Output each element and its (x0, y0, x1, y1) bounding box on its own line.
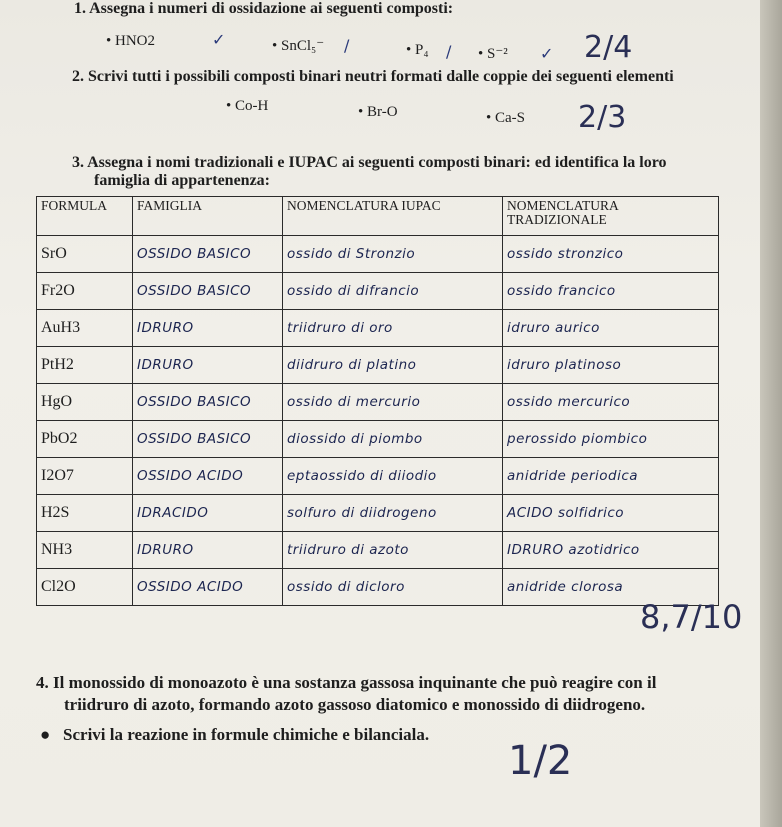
cell-iupac: eptaossido di diiodio (283, 458, 503, 495)
slash-mark-icon: / (446, 42, 452, 61)
cell-formula: AuH3 (37, 310, 133, 347)
q1-item-p4: • P₄ (406, 42, 429, 59)
cell-iupac: ossido di dicloro (283, 569, 503, 606)
cell-iupac: diossido di piombo (283, 421, 503, 458)
table-row (37, 384, 719, 421)
cell-tradizionale: ACIDO solfidrico (503, 495, 719, 532)
q2-grade: 2/3 (578, 100, 627, 135)
table-row (37, 421, 719, 458)
cell-famiglia: OSSIDO BASICO (133, 273, 283, 310)
cell-famiglia: IDRURO (133, 310, 283, 347)
cell-tradizionale: ossido francico (503, 273, 719, 310)
q1-item-s2: • S⁻² (478, 44, 508, 63)
bullet-icon: ● (40, 725, 64, 744)
q4-bullet-text: Scrivi la reazione in formule chimiche e bilanciala. (63, 725, 430, 744)
header-tradizionale (503, 197, 719, 236)
cell-iupac: ossido di Stronzio (283, 236, 503, 273)
cell-formula: Cl2O (37, 569, 133, 606)
q1-item-hno2: • HNO2 (106, 33, 155, 50)
cell-formula: I2O7 (37, 458, 133, 495)
q4-line2: triidruro di azoto, formando azoto gassoso diatomico e monossido di diidrogeno. (64, 695, 646, 714)
q2-title: 2. Scrivi tutti i possibili composti binari neutri formati dalle coppie dei seguenti elementi (72, 68, 674, 85)
table-header-row (37, 197, 719, 236)
q1-title: 1. Assegna i numeri di ossidazione ai seguenti composti: (74, 0, 454, 17)
table-row (37, 273, 719, 310)
cell-famiglia: OSSIDO BASICO (133, 421, 283, 458)
cell-iupac: diidruro di platino (283, 347, 503, 384)
check-mark-icon: ✓ (212, 30, 226, 49)
q4-grade: 1/2 (508, 738, 573, 784)
cell-iupac: triidruro di azoto (283, 532, 503, 569)
cell-famiglia: IDRURO (133, 347, 283, 384)
cell-tradizionale: perossido piombico (503, 421, 719, 458)
cell-tradizionale: ossido stronzico (503, 236, 719, 273)
cell-famiglia: OSSIDO ACIDO (133, 569, 283, 606)
q2-item-ca-s: • Ca-S (486, 110, 525, 127)
q2-item-br-o: • Br-O (358, 104, 398, 121)
cell-tradizionale: anidride clorosa (503, 569, 719, 606)
slash-mark-icon: / (344, 36, 350, 55)
q1-item-sncl5: • SnCl₅⁻ (272, 36, 324, 55)
nomenclature-table (36, 196, 719, 606)
cell-famiglia: OSSIDO ACIDO (133, 458, 283, 495)
table-row (37, 495, 719, 532)
page-edge (760, 0, 782, 827)
cell-formula: Fr2O (37, 273, 133, 310)
cell-formula: HgO (37, 384, 133, 421)
header-formula: FORMULA (37, 197, 133, 236)
cell-tradizionale: idruro aurico (503, 310, 719, 347)
cell-famiglia: OSSIDO BASICO (133, 384, 283, 421)
q3-grade: 8,7/10 (640, 598, 743, 636)
cell-formula: PbO2 (37, 421, 133, 458)
cell-famiglia: IDRACIDO (133, 495, 283, 532)
q4-line1: 4. Il monossido di monoazoto è una sostanza gassosa inquinante che può reagire con il (36, 673, 657, 692)
q3-title-line2: famiglia di appartenenza: (94, 172, 270, 189)
cell-iupac: ossido di mercurio (283, 384, 503, 421)
cell-formula: SrO (37, 236, 133, 273)
cell-iupac: triidruro di oro (283, 310, 503, 347)
cell-tradizionale: anidride periodica (503, 458, 719, 495)
header-trad-line1: NOMENCLATURA (507, 198, 619, 213)
table-row (37, 458, 719, 495)
cell-formula: PtH2 (37, 347, 133, 384)
table-row (37, 347, 719, 384)
header-trad-line2: TRADIZIONALE (507, 212, 607, 227)
cell-iupac: ossido di difrancio (283, 273, 503, 310)
cell-famiglia: OSSIDO BASICO (133, 236, 283, 273)
q2-item-co-h: • Co-H (226, 98, 268, 115)
header-iupac: NOMENCLATURA IUPAC (283, 197, 503, 236)
table-row (37, 236, 719, 273)
cell-formula: NH3 (37, 532, 133, 569)
cell-famiglia: IDRURO (133, 532, 283, 569)
cell-tradizionale: ossido mercurico (503, 384, 719, 421)
cell-tradizionale: IDRURO azotidrico (503, 532, 719, 569)
table-row (37, 532, 719, 569)
q3-title-line1: 3. Assegna i nomi tradizionali e IUPAC ai seguenti composti binari: ed identifica la loro (72, 154, 667, 171)
table-row (37, 310, 719, 347)
q4-block (36, 672, 736, 746)
header-famiglia: FAMIGLIA (133, 197, 283, 236)
cell-tradizionale: idruro platinoso (503, 347, 719, 384)
q1-grade: 2/4 (584, 30, 633, 65)
q4-bullet-row (36, 724, 736, 746)
check-mark-icon: ✓ (540, 44, 554, 63)
cell-formula: H2S (37, 495, 133, 532)
table-row (37, 569, 719, 606)
cell-iupac: solfuro di diidrogeno (283, 495, 503, 532)
